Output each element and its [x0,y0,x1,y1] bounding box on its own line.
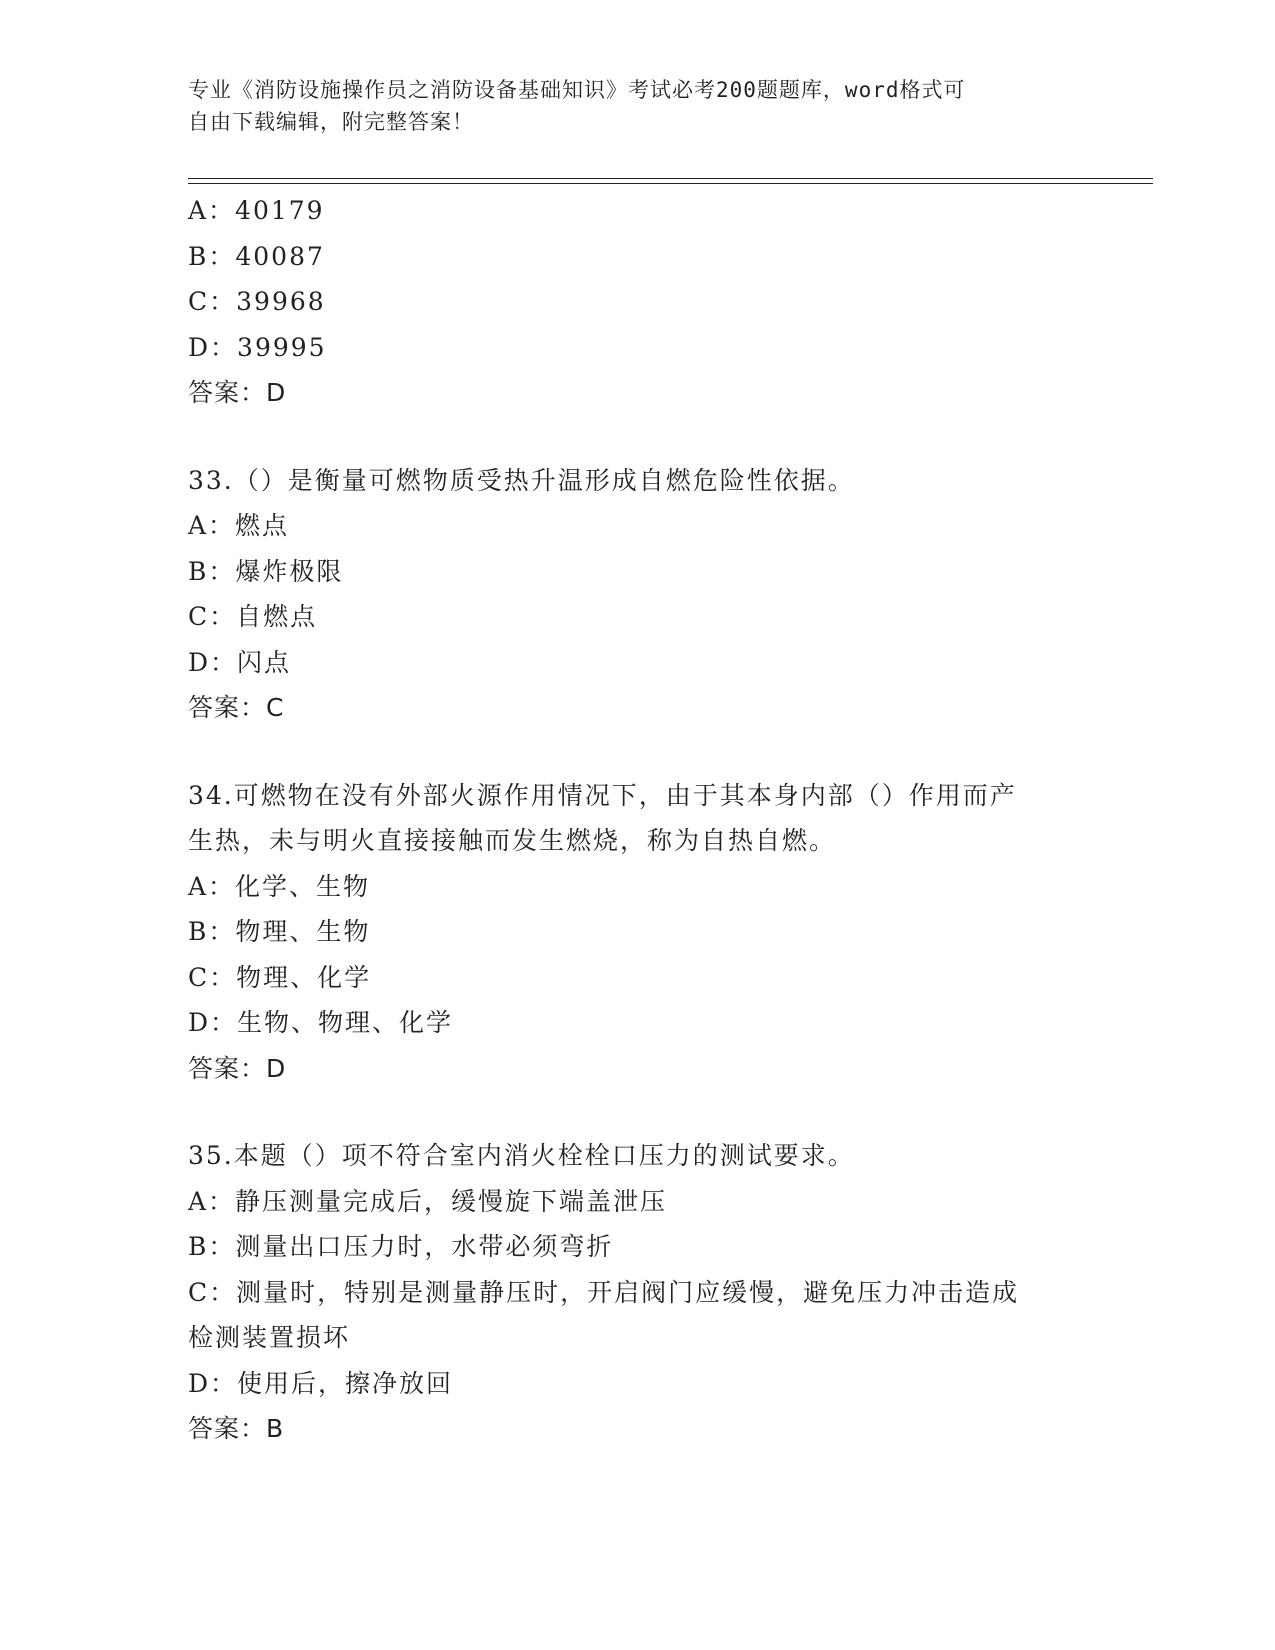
option-c: C：39968 [188,287,326,316]
option-d: D：使用后，擦净放回 [188,1368,454,1398]
option-a: A：化学、生物 [188,871,371,901]
option-a: A：40179 [188,196,325,225]
option-b: B：测量出口压力时，水带必须弯折 [188,1232,614,1261]
question-35 [188,1133,1088,1452]
question-34 [188,773,1088,1092]
answer: 答案：D [188,378,287,407]
question-content [188,188,1088,1452]
option-b: B：爆炸极限 [188,556,344,586]
header-divider-bottom [188,183,1153,184]
option-a: A：燃点 [188,511,290,540]
question-33 [188,458,1088,731]
option-c: C：自燃点 [188,602,318,631]
option-b: B：40087 [188,241,325,271]
document-header [188,74,1068,138]
option-c: C：物理、化学 [188,962,372,992]
header-line-2: 自由下载编辑，附完整答案！ [188,110,474,134]
question-stem: 33.（）是衡量可燃物质受热升温形成自燃危险性依据。 [188,465,855,495]
option-d: D：39995 [188,332,327,362]
question-32 [188,188,1088,416]
option-b: B：物理、生物 [188,917,371,946]
option-d: D：闪点 [188,647,292,677]
answer: 答案：C [188,693,285,722]
option-c-line-2: 检测装置损坏 [188,1323,351,1352]
answer: 答案：D [188,1053,287,1083]
option-a: A：静压测量完成后，缓慢旋下端盖泄压 [188,1186,668,1216]
question-stem-line-1: 34.可燃物在没有外部火源作用情况下，由于其本身内部（）作用而产 [188,780,1017,810]
header-divider-top [188,178,1153,179]
option-d: D：生物、物理、化学 [188,1008,454,1037]
question-stem-line-2: 生热，未与明火直接接触而发生燃烧，称为自热自燃。 [188,826,837,855]
header-line-1: 专业《消防设施操作员之消防设备基础知识》考试必考200题题库，word格式可 [188,78,966,102]
question-stem: 35.本题（）项不符合室内消火栓栓口压力的测试要求。 [188,1141,855,1170]
option-c-line-1: C：测量时，特别是测量静压时，开启阀门应缓慢，避免压力冲击造成 [188,1277,1020,1307]
answer: 答案：B [188,1414,285,1443]
